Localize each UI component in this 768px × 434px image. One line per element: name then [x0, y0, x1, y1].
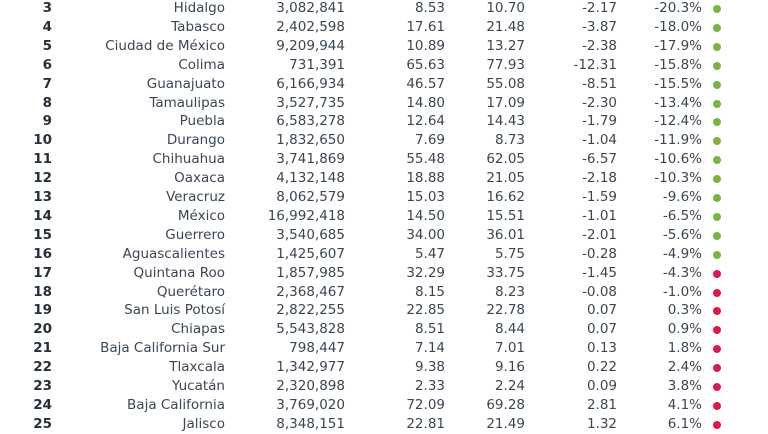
table-row — [0, 415, 768, 434]
value-previous-cell: 5.75 — [494, 245, 525, 262]
value-previous-cell: 17.09 — [486, 94, 525, 111]
value-previous-cell: 22.78 — [486, 302, 525, 319]
population-cell: 8,062,579 — [276, 189, 345, 205]
value-previous-cell: 21.48 — [486, 18, 525, 35]
table-row — [0, 188, 768, 207]
state-name-cell: Aguascalientes — [122, 245, 225, 262]
percent-change-cell: -11.9% — [654, 132, 702, 149]
percent-change-cell: -15.8% — [654, 56, 702, 73]
percent-change-cell: -9.6% — [662, 189, 702, 205]
population-cell: 2,402,598 — [276, 18, 345, 35]
table-row — [0, 94, 768, 113]
table-row — [0, 283, 768, 302]
difference-cell: -2.18 — [582, 170, 617, 187]
difference-cell: -2.17 — [582, 0, 617, 16]
rank-cell: 5 — [42, 37, 52, 54]
difference-cell: -6.57 — [582, 151, 617, 168]
population-cell: 731,391 — [289, 56, 345, 73]
percent-change-cell: -10.6% — [654, 151, 702, 168]
status-dot-icon — [713, 118, 721, 126]
population-cell: 1,832,650 — [276, 132, 345, 149]
table-row — [0, 377, 768, 396]
state-name-cell: Yucatán — [171, 378, 225, 394]
rank-cell: 20 — [33, 321, 52, 338]
value-current-cell: 8.51 — [414, 321, 445, 338]
rank-cell: 10 — [33, 132, 52, 149]
state-name-cell: Quintana Roo — [133, 264, 225, 281]
population-cell: 9,209,944 — [276, 37, 345, 54]
population-cell: 3,540,685 — [276, 226, 345, 243]
difference-cell: -12.31 — [573, 56, 617, 73]
value-current-cell: 8.53 — [414, 0, 445, 16]
state-name-cell: Querétaro — [156, 283, 225, 300]
percent-change-cell: -5.6% — [662, 226, 702, 243]
difference-cell: -1.79 — [582, 113, 617, 130]
status-dot-icon — [713, 175, 721, 183]
table-row — [0, 131, 768, 150]
status-dot-icon — [713, 81, 721, 89]
rank-cell: 8 — [42, 94, 52, 111]
percent-change-cell: -6.5% — [662, 207, 702, 224]
state-name-cell: Chiapas — [171, 321, 225, 338]
difference-cell: -0.28 — [582, 245, 617, 262]
value-previous-cell: 62.05 — [486, 151, 525, 168]
difference-cell: 0.07 — [586, 321, 617, 338]
value-current-cell: 15.03 — [406, 189, 445, 205]
state-name-cell: Tlaxcala — [169, 359, 225, 376]
rank-cell: 4 — [42, 18, 52, 35]
table-row — [0, 18, 768, 37]
table-row — [0, 320, 768, 339]
status-dot-icon — [713, 43, 721, 51]
status-dot-icon — [713, 270, 721, 278]
value-previous-cell: 21.05 — [486, 170, 525, 187]
value-current-cell: 7.14 — [414, 340, 445, 357]
difference-cell: -1.04 — [582, 132, 617, 149]
table-row — [0, 112, 768, 131]
status-dot-icon — [713, 421, 721, 429]
population-cell: 3,741,869 — [276, 151, 345, 168]
table-row — [0, 169, 768, 188]
difference-cell: -2.01 — [582, 226, 617, 243]
table-row — [0, 56, 768, 75]
table-row — [0, 396, 768, 415]
table-row — [0, 150, 768, 169]
population-cell: 3,082,841 — [276, 0, 345, 16]
value-current-cell: 14.50 — [406, 207, 445, 224]
difference-cell: -2.38 — [582, 37, 617, 54]
value-current-cell: 12.64 — [406, 113, 445, 130]
status-dot-icon — [713, 383, 721, 391]
rank-cell: 21 — [33, 340, 52, 357]
percent-change-cell: -4.9% — [662, 245, 702, 262]
value-current-cell: 14.80 — [406, 94, 445, 111]
value-current-cell: 46.57 — [406, 75, 445, 92]
percent-change-cell: 6.1% — [667, 415, 702, 432]
status-dot-icon — [713, 307, 721, 315]
population-cell: 2,320,898 — [276, 378, 345, 394]
status-dot-icon — [713, 289, 721, 297]
status-dot-icon — [713, 364, 721, 372]
population-cell: 8,348,151 — [276, 415, 345, 432]
difference-cell: 0.07 — [586, 302, 617, 319]
status-dot-icon — [713, 24, 721, 32]
rank-cell: 23 — [33, 378, 52, 394]
status-dot-icon — [713, 137, 721, 145]
percent-change-cell: -17.9% — [654, 37, 702, 54]
population-cell: 1,857,985 — [276, 264, 345, 281]
table-row — [0, 339, 768, 358]
value-previous-cell: 36.01 — [486, 226, 525, 243]
state-name-cell: Baja California — [127, 396, 225, 413]
status-dot-icon — [713, 345, 721, 353]
status-dot-icon — [713, 5, 721, 13]
rank-cell: 15 — [33, 226, 52, 243]
population-cell: 6,583,278 — [276, 113, 345, 130]
value-current-cell: 7.69 — [414, 132, 445, 149]
status-dot-icon — [713, 213, 721, 221]
percent-change-cell: -1.0% — [662, 283, 702, 300]
difference-cell: -2.30 — [582, 94, 617, 111]
table-row — [0, 245, 768, 264]
value-current-cell: 65.63 — [406, 56, 445, 73]
rank-cell: 17 — [33, 264, 52, 281]
state-name-cell: Chihuahua — [152, 151, 225, 168]
difference-cell: -0.08 — [582, 283, 617, 300]
value-previous-cell: 69.28 — [486, 396, 525, 413]
rank-cell: 7 — [42, 75, 52, 92]
percent-change-cell: 0.9% — [667, 321, 702, 338]
table-row — [0, 0, 768, 18]
value-current-cell: 22.81 — [406, 415, 445, 432]
percent-change-cell: -4.3% — [662, 264, 702, 281]
status-dot-icon — [713, 402, 721, 410]
value-previous-cell: 9.16 — [494, 359, 525, 376]
state-name-cell: Ciudad de México — [105, 37, 225, 54]
status-dot-icon — [713, 232, 721, 240]
population-cell: 4,132,148 — [276, 170, 345, 187]
value-current-cell: 72.09 — [406, 396, 445, 413]
state-name-cell: Baja California Sur — [100, 340, 225, 357]
value-current-cell: 10.89 — [406, 37, 445, 54]
value-current-cell: 5.47 — [414, 245, 445, 262]
rank-cell: 18 — [33, 283, 52, 300]
rank-cell: 11 — [33, 151, 52, 168]
table-row — [0, 75, 768, 94]
value-current-cell: 18.88 — [406, 170, 445, 187]
population-cell: 1,342,977 — [276, 359, 345, 376]
population-cell: 1,425,607 — [276, 245, 345, 262]
percent-change-cell: 1.8% — [667, 340, 702, 357]
value-current-cell: 22.85 — [406, 302, 445, 319]
difference-cell: -1.59 — [582, 189, 617, 205]
state-name-cell: México — [177, 207, 225, 224]
value-current-cell: 8.15 — [414, 283, 445, 300]
state-name-cell: Guerrero — [165, 226, 225, 243]
population-cell: 6,166,934 — [276, 75, 345, 92]
table-row — [0, 301, 768, 320]
difference-cell: 0.22 — [586, 359, 617, 376]
state-name-cell: Veracruz — [166, 189, 225, 205]
value-previous-cell: 8.23 — [494, 283, 525, 300]
rank-cell: 12 — [33, 170, 52, 187]
percent-change-cell: -18.0% — [654, 18, 702, 35]
rank-cell: 19 — [33, 302, 52, 319]
value-previous-cell: 21.49 — [486, 415, 525, 432]
difference-cell: 1.32 — [586, 415, 617, 432]
value-current-cell: 2.33 — [414, 378, 445, 394]
percent-change-cell: 2.4% — [667, 359, 702, 376]
population-cell: 3,769,020 — [276, 396, 345, 413]
difference-cell: -3.87 — [582, 18, 617, 35]
rank-cell: 25 — [33, 415, 52, 432]
percent-change-cell: -13.4% — [654, 94, 702, 111]
difference-cell: 0.13 — [586, 340, 617, 357]
value-previous-cell: 8.44 — [494, 321, 525, 338]
value-previous-cell: 2.24 — [494, 378, 525, 394]
percent-change-cell: -10.3% — [654, 170, 702, 187]
status-dot-icon — [713, 326, 721, 334]
percent-change-cell: 4.1% — [667, 396, 702, 413]
difference-cell: -1.01 — [582, 207, 617, 224]
difference-cell: -1.45 — [582, 264, 617, 281]
difference-cell: 2.81 — [586, 396, 617, 413]
state-name-cell: Jalisco — [182, 415, 225, 432]
state-name-cell: Tabasco — [171, 18, 225, 35]
population-cell: 2,368,467 — [276, 283, 345, 300]
rank-cell: 24 — [33, 396, 52, 413]
value-current-cell: 32.29 — [406, 264, 445, 281]
value-current-cell: 34.00 — [406, 226, 445, 243]
value-previous-cell: 77.93 — [486, 56, 525, 73]
rank-cell: 3 — [42, 0, 52, 16]
value-current-cell: 55.48 — [406, 151, 445, 168]
percent-change-cell: 0.3% — [667, 302, 702, 319]
difference-cell: -8.51 — [582, 75, 617, 92]
population-cell: 2,822,255 — [276, 302, 345, 319]
value-previous-cell: 10.70 — [486, 0, 525, 16]
rank-cell: 13 — [33, 189, 52, 205]
percent-change-cell: 3.8% — [667, 378, 702, 394]
state-name-cell: Tamaulipas — [149, 94, 225, 111]
rank-cell: 6 — [42, 56, 52, 73]
population-cell: 3,527,735 — [276, 94, 345, 111]
percent-change-cell: -12.4% — [654, 113, 702, 130]
population-cell: 5,543,828 — [276, 321, 345, 338]
table-row — [0, 358, 768, 377]
state-name-cell: Durango — [166, 132, 225, 149]
state-name-cell: Hidalgo — [173, 0, 225, 16]
status-dot-icon — [713, 251, 721, 259]
value-current-cell: 9.38 — [414, 359, 445, 376]
state-name-cell: Colima — [178, 56, 225, 73]
value-previous-cell: 13.27 — [486, 37, 525, 54]
rank-cell: 16 — [33, 245, 52, 262]
population-cell: 16,992,418 — [267, 207, 345, 224]
table-row — [0, 207, 768, 226]
status-dot-icon — [713, 100, 721, 108]
table-row — [0, 226, 768, 245]
value-previous-cell: 14.43 — [486, 113, 525, 130]
population-cell: 798,447 — [289, 340, 345, 357]
value-previous-cell: 16.62 — [486, 189, 525, 205]
rank-cell: 9 — [42, 113, 52, 130]
difference-cell: 0.09 — [586, 378, 617, 394]
status-dot-icon — [713, 156, 721, 164]
rank-cell: 22 — [33, 359, 52, 376]
percent-change-cell: -15.5% — [654, 75, 702, 92]
state-name-cell: Oaxaca — [174, 170, 225, 187]
value-previous-cell: 8.73 — [494, 132, 525, 149]
status-dot-icon — [713, 194, 721, 202]
state-name-cell: Puebla — [179, 113, 225, 130]
rank-cell: 14 — [33, 207, 52, 224]
status-dot-icon — [713, 62, 721, 70]
value-previous-cell: 55.08 — [486, 75, 525, 92]
value-previous-cell: 33.75 — [486, 264, 525, 281]
state-name-cell: San Luis Potosí — [124, 302, 225, 319]
value-previous-cell: 7.01 — [494, 340, 525, 357]
percent-change-cell: -20.3% — [654, 0, 702, 16]
value-previous-cell: 15.51 — [486, 207, 525, 224]
state-name-cell: Guanajuato — [146, 75, 225, 92]
table-row — [0, 37, 768, 56]
table-row — [0, 264, 768, 283]
value-current-cell: 17.61 — [406, 18, 445, 35]
